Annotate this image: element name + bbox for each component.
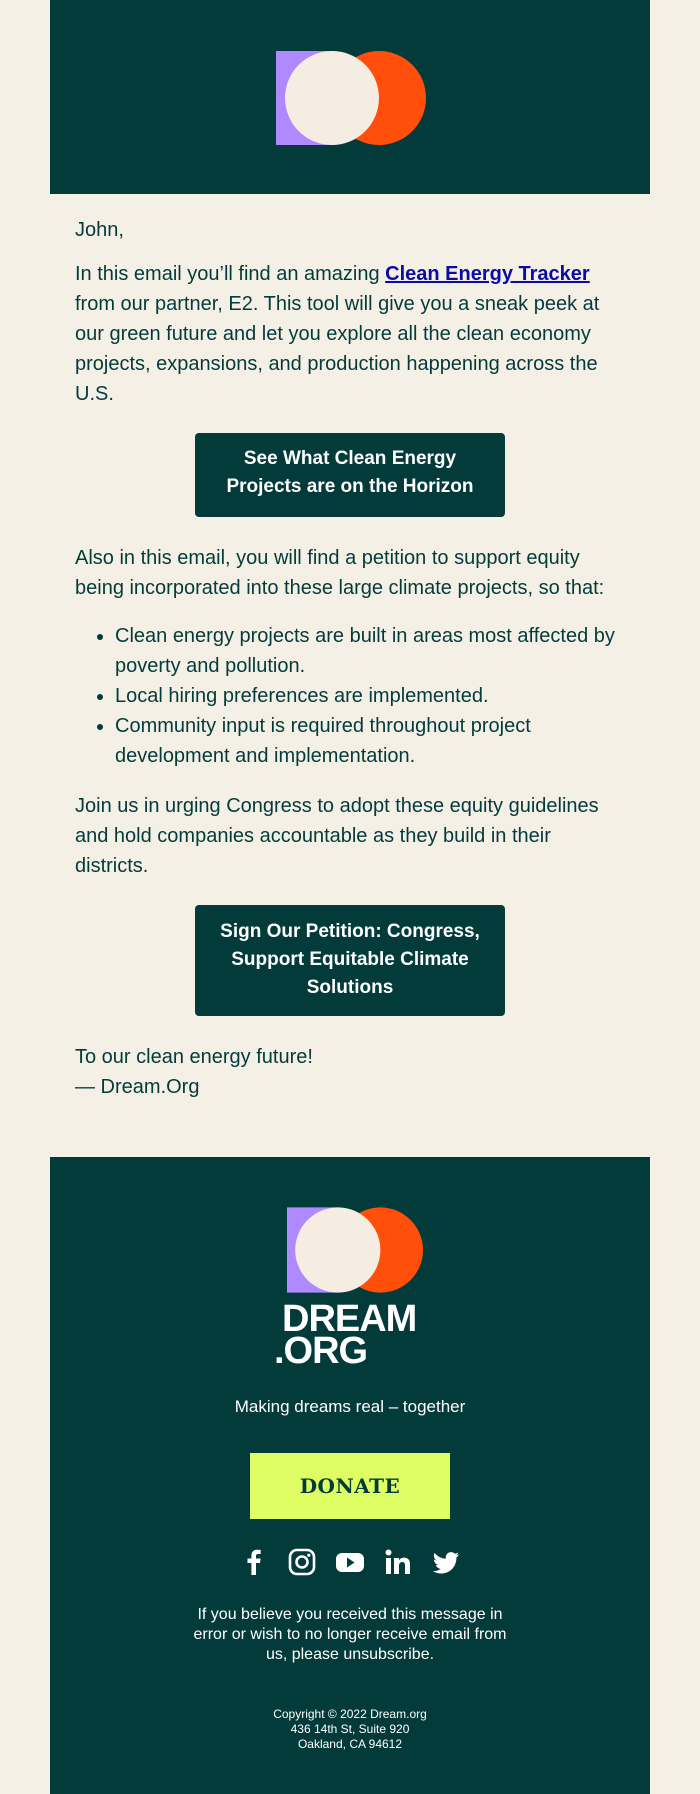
youtube-icon[interactable] [335, 1547, 365, 1577]
dream-org-logo [276, 51, 426, 145]
linkedin-icon[interactable] [383, 1547, 413, 1577]
clean-energy-projects-button[interactable]: See What Clean Energy Projects are on the Horizon [195, 433, 505, 517]
copyright-text: Copyright © 2022 Dream.org [273, 1707, 427, 1721]
address-line-1: 436 14th St, Suite 920 [290, 1722, 410, 1736]
social-links [50, 1547, 650, 1581]
dream-org-logo [287, 1207, 423, 1293]
signoff: To our clean energy future! [75, 1046, 313, 1068]
urge-paragraph: Join us in urging Congress to adopt these equity guidelines and hold companies accountable as they build in their districts. [75, 795, 599, 877]
email-body [75, 215, 625, 1102]
list-item: • Clean energy projects are built in areas most affected by poverty and pollution. [115, 621, 625, 681]
list-item: • Community input is required throughout project development and implementation. [115, 711, 625, 771]
twitter-icon[interactable] [431, 1547, 461, 1577]
list-item: • Local hiring preferences are implemented. [115, 681, 625, 711]
signature: — Dream.Org [75, 1076, 200, 1098]
instagram-icon[interactable] [287, 1547, 317, 1577]
petition-intro-paragraph: Also in this email, you will find a petition to support equity being incorporated into these large climate projects, so that: [75, 547, 605, 599]
clean-energy-tracker-link[interactable]: Clean Energy Tracker [385, 263, 590, 285]
tagline: Making dreams real – together [234, 1397, 466, 1416]
greeting: John, [75, 219, 124, 241]
copyright-block [50, 1707, 650, 1752]
donate-button[interactable]: DONATE [250, 1453, 450, 1519]
sign-petition-button[interactable]: Sign Our Petition: Congress, Support Equitable Climate Solutions [195, 905, 505, 1016]
address-line-2: Oakland, CA 94612 [297, 1737, 403, 1751]
email-header [50, 0, 650, 194]
email-footer [50, 1157, 650, 1794]
dream-org-wordmark: DREAM .ORG [274, 1298, 417, 1372]
equity-list [75, 621, 625, 771]
unsubscribe-disclaimer[interactable]: If you believe you received this message in error or wish to no longer receive email from us, please unsubscribe. [193, 1606, 507, 1663]
intro-paragraph: In this email you’ll find an amazing Clean Energy Tracker from our partner, E2. This tool will give you a sneak peek at our green future and let you explore all the clean economy projects, expansions, and production happening across the U.S. [75, 263, 600, 405]
facebook-icon[interactable] [239, 1547, 269, 1577]
